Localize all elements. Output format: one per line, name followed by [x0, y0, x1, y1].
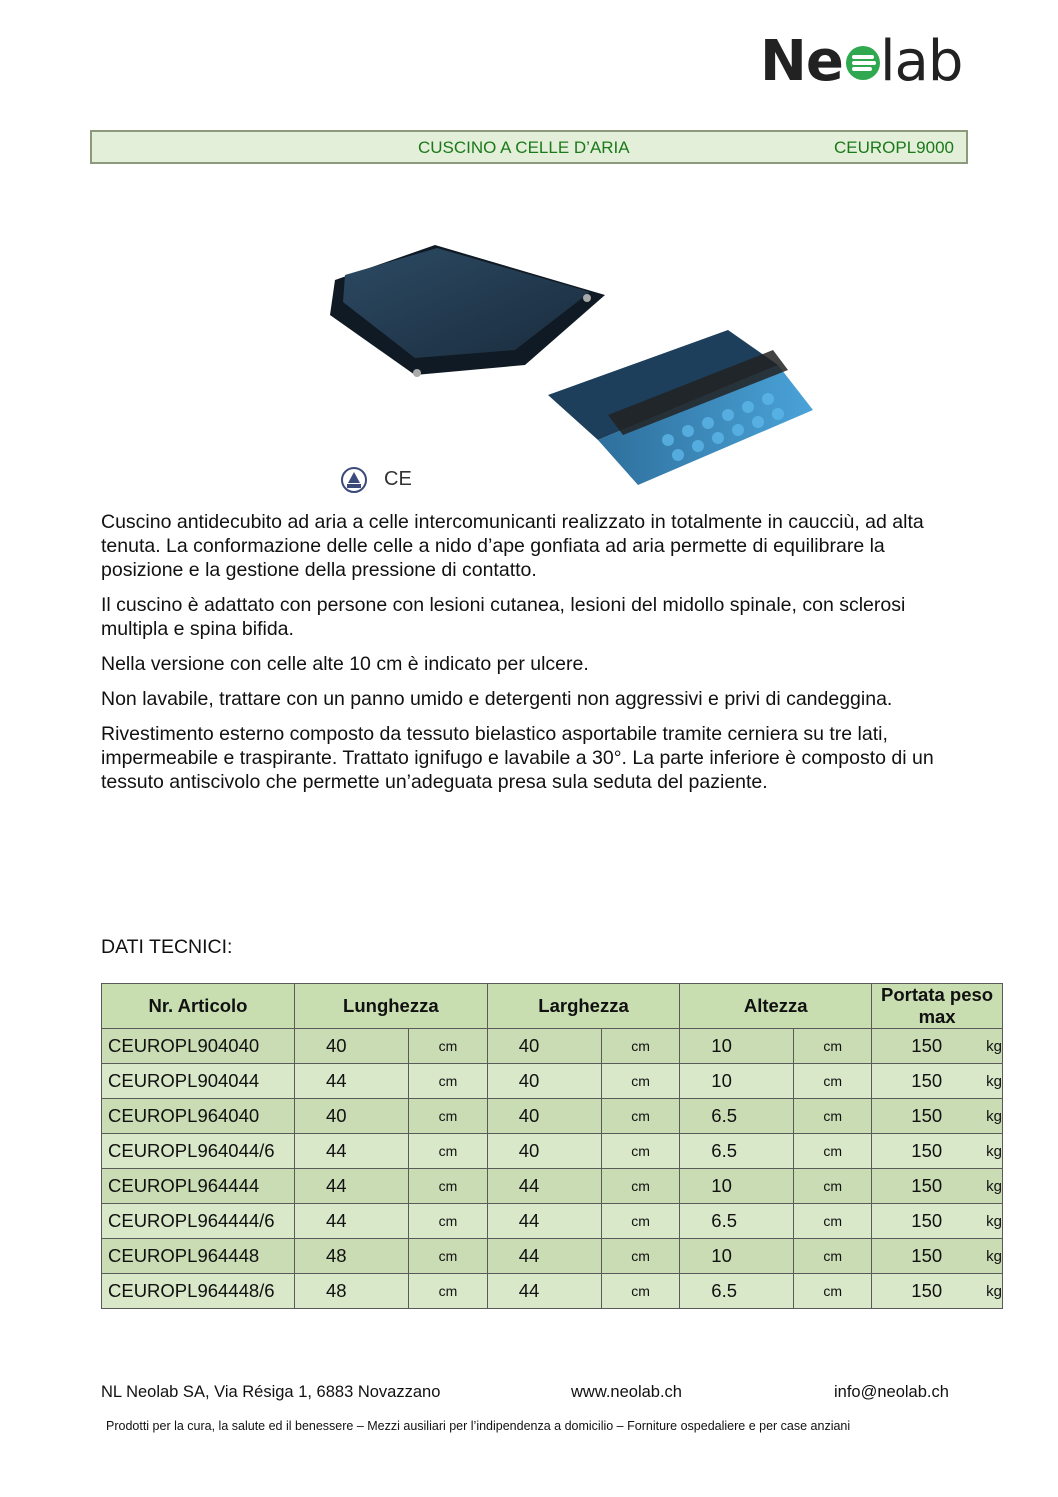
- cell-height-unit: cm: [794, 1274, 872, 1309]
- header-height: Altezza: [680, 984, 872, 1029]
- description-paragraph: Cuscino antidecubito ad aria a celle intercomunicanti realizzato in totalmente in caucciù, ad alta tenuta. La conformazione delle celle a nido d’ape gonfiata ad aria permette di equilibrare la posizione e la gestione della pressione di contatto.: [101, 511, 924, 581]
- cell-length-unit: cm: [409, 1239, 487, 1274]
- cell-article-code: CEUROPL964044/6: [102, 1134, 295, 1169]
- logo-text-ne: Ne: [760, 29, 843, 94]
- cell-width: 40: [487, 1029, 601, 1064]
- cell-length: 44: [294, 1204, 408, 1239]
- cell-height-unit: cm: [794, 1204, 872, 1239]
- header-max-load: Portata peso max: [872, 984, 1003, 1029]
- table-row: [102, 1134, 1003, 1169]
- neolab-logo: [760, 30, 980, 94]
- cell-length-unit: cm: [409, 1134, 487, 1169]
- cushion-photo-open: [538, 325, 818, 490]
- cell-height: 6.5: [680, 1099, 794, 1134]
- cell-length-unit: cm: [409, 1029, 487, 1064]
- max-load-unit: kg: [986, 1037, 1002, 1055]
- product-code: CEUROPL9000: [833, 138, 954, 157]
- cell-width: 44: [487, 1169, 601, 1204]
- cell-article-code: CEUROPL904044: [102, 1064, 295, 1099]
- footer-address: NL Neolab SA, Via Résiga 1, 6883 Novazzano: [101, 1383, 441, 1401]
- header-length: Lunghezza: [294, 984, 487, 1029]
- table-row: [102, 1239, 1003, 1274]
- cell-width-unit: cm: [601, 1239, 679, 1274]
- table-row: [102, 1064, 1003, 1099]
- cell-length: 48: [294, 1239, 408, 1274]
- max-load-value: 150: [911, 1105, 943, 1126]
- max-load-value: 150: [911, 1210, 943, 1231]
- cell-max-load: [872, 1169, 1003, 1204]
- table-row: [102, 1274, 1003, 1309]
- cell-length: 44: [294, 1169, 408, 1204]
- cell-width: 40: [487, 1134, 601, 1169]
- cell-max-load: [872, 1134, 1003, 1169]
- cell-height: 10: [680, 1029, 794, 1064]
- cell-height: 10: [680, 1239, 794, 1274]
- max-load-unit: kg: [986, 1247, 1002, 1265]
- logo-text-lab: lab: [880, 29, 963, 94]
- cell-height-unit: cm: [794, 1099, 872, 1134]
- table-row: [102, 1099, 1003, 1134]
- cell-height: 6.5: [680, 1134, 794, 1169]
- certifications: [340, 466, 420, 494]
- table-row: [102, 1029, 1003, 1064]
- cell-width-unit: cm: [601, 1169, 679, 1204]
- cell-length: 40: [294, 1099, 408, 1134]
- cell-article-code: CEUROPL964444: [102, 1169, 295, 1204]
- cell-length: 44: [294, 1064, 408, 1099]
- cell-height: 6.5: [680, 1274, 794, 1309]
- max-load-unit: kg: [986, 1142, 1002, 1160]
- max-load-value: 150: [911, 1070, 943, 1091]
- cell-length-unit: cm: [409, 1204, 487, 1239]
- cell-height-unit: cm: [794, 1239, 872, 1274]
- cell-length-unit: cm: [409, 1099, 487, 1134]
- max-load-value: 150: [911, 1175, 943, 1196]
- cell-width: 44: [487, 1204, 601, 1239]
- max-load-value: 150: [911, 1280, 943, 1301]
- cell-max-load: [872, 1239, 1003, 1274]
- tuv-icon: [340, 466, 368, 494]
- cell-length: 44: [294, 1134, 408, 1169]
- cell-article-code: CEUROPL964448: [102, 1239, 295, 1274]
- cell-width: 40: [487, 1064, 601, 1099]
- description-paragraph: Rivestimento esterno composto da tessuto bielastico asportabile tramite cerniera su tre lati, impermeabile e traspirante. Trattato ignifugo e lavabile a 30°. La parte inferiore è composto di un tessuto antiscivolo che permette un’adeguata presa sula seduta del paziente.: [101, 723, 934, 793]
- footer-tagline: Prodotti per la cura, la salute ed il benessere – Mezzi ausiliari per l’indipendenza a domicilio – Forniture ospedaliere e per case anziani: [106, 1419, 851, 1433]
- cell-max-load: [872, 1029, 1003, 1064]
- cell-height: 10: [680, 1169, 794, 1204]
- cell-height-unit: cm: [794, 1029, 872, 1064]
- cell-max-load: [872, 1099, 1003, 1134]
- cell-width: 40: [487, 1099, 601, 1134]
- cell-width-unit: cm: [601, 1029, 679, 1064]
- max-load-unit: kg: [986, 1212, 1002, 1230]
- product-title: CUSCINO A CELLE D’ARIA: [418, 138, 630, 157]
- cell-length-unit: cm: [409, 1169, 487, 1204]
- title-bar: [90, 130, 968, 164]
- cell-height: 6.5: [680, 1204, 794, 1239]
- cell-width-unit: cm: [601, 1134, 679, 1169]
- cell-length-unit: cm: [409, 1274, 487, 1309]
- cell-article-code: CEUROPL964444/6: [102, 1204, 295, 1239]
- header-width: Larghezza: [487, 984, 680, 1029]
- description-paragraph: Nella versione con celle alte 10 cm è indicato per ulcere.: [101, 653, 589, 675]
- cell-max-load: [872, 1204, 1003, 1239]
- logo-hand-icon: [844, 44, 882, 82]
- cell-article-code: CEUROPL964040: [102, 1099, 295, 1134]
- max-load-unit: kg: [986, 1177, 1002, 1195]
- cell-width-unit: cm: [601, 1274, 679, 1309]
- specs-table: [101, 983, 1003, 1309]
- cell-article-code: CEUROPL964448/6: [102, 1274, 295, 1309]
- footer-email[interactable]: info@neolab.ch: [834, 1383, 949, 1401]
- header-article: Nr. Articolo: [102, 984, 295, 1029]
- footer-website[interactable]: www.neolab.ch: [571, 1383, 682, 1401]
- cell-length-unit: cm: [409, 1064, 487, 1099]
- cell-width: 44: [487, 1239, 601, 1274]
- cell-max-load: [872, 1274, 1003, 1309]
- specs-heading: DATI TECNICI:: [101, 936, 233, 958]
- table-row: [102, 1169, 1003, 1204]
- cell-width-unit: cm: [601, 1064, 679, 1099]
- cell-width-unit: cm: [601, 1099, 679, 1134]
- max-load-value: 150: [911, 1035, 943, 1056]
- cell-height-unit: cm: [794, 1134, 872, 1169]
- description-paragraph: Non lavabile, trattare con un panno umido e detergenti non aggressivi e privi di candeggina.: [101, 688, 893, 710]
- product-description: [101, 510, 961, 805]
- max-load-unit: kg: [986, 1282, 1002, 1300]
- ce-mark: CE: [384, 468, 412, 490]
- cell-max-load: [872, 1064, 1003, 1099]
- cell-width-unit: cm: [601, 1204, 679, 1239]
- cell-length: 40: [294, 1029, 408, 1064]
- cell-article-code: CEUROPL904040: [102, 1029, 295, 1064]
- table-header-row: [102, 984, 1003, 1029]
- cell-height-unit: cm: [794, 1169, 872, 1204]
- cell-height: 10: [680, 1064, 794, 1099]
- cell-width: 44: [487, 1274, 601, 1309]
- max-load-value: 150: [911, 1140, 943, 1161]
- table-row: [102, 1204, 1003, 1239]
- max-load-unit: kg: [986, 1072, 1002, 1090]
- max-load-unit: kg: [986, 1107, 1002, 1125]
- description-paragraph: Il cuscino è adattato con persone con lesioni cutanea, lesioni del midollo spinale, con sclerosi multipla e spina bifida.: [101, 594, 906, 640]
- max-load-value: 150: [911, 1245, 943, 1266]
- cell-height-unit: cm: [794, 1064, 872, 1099]
- cell-length: 48: [294, 1274, 408, 1309]
